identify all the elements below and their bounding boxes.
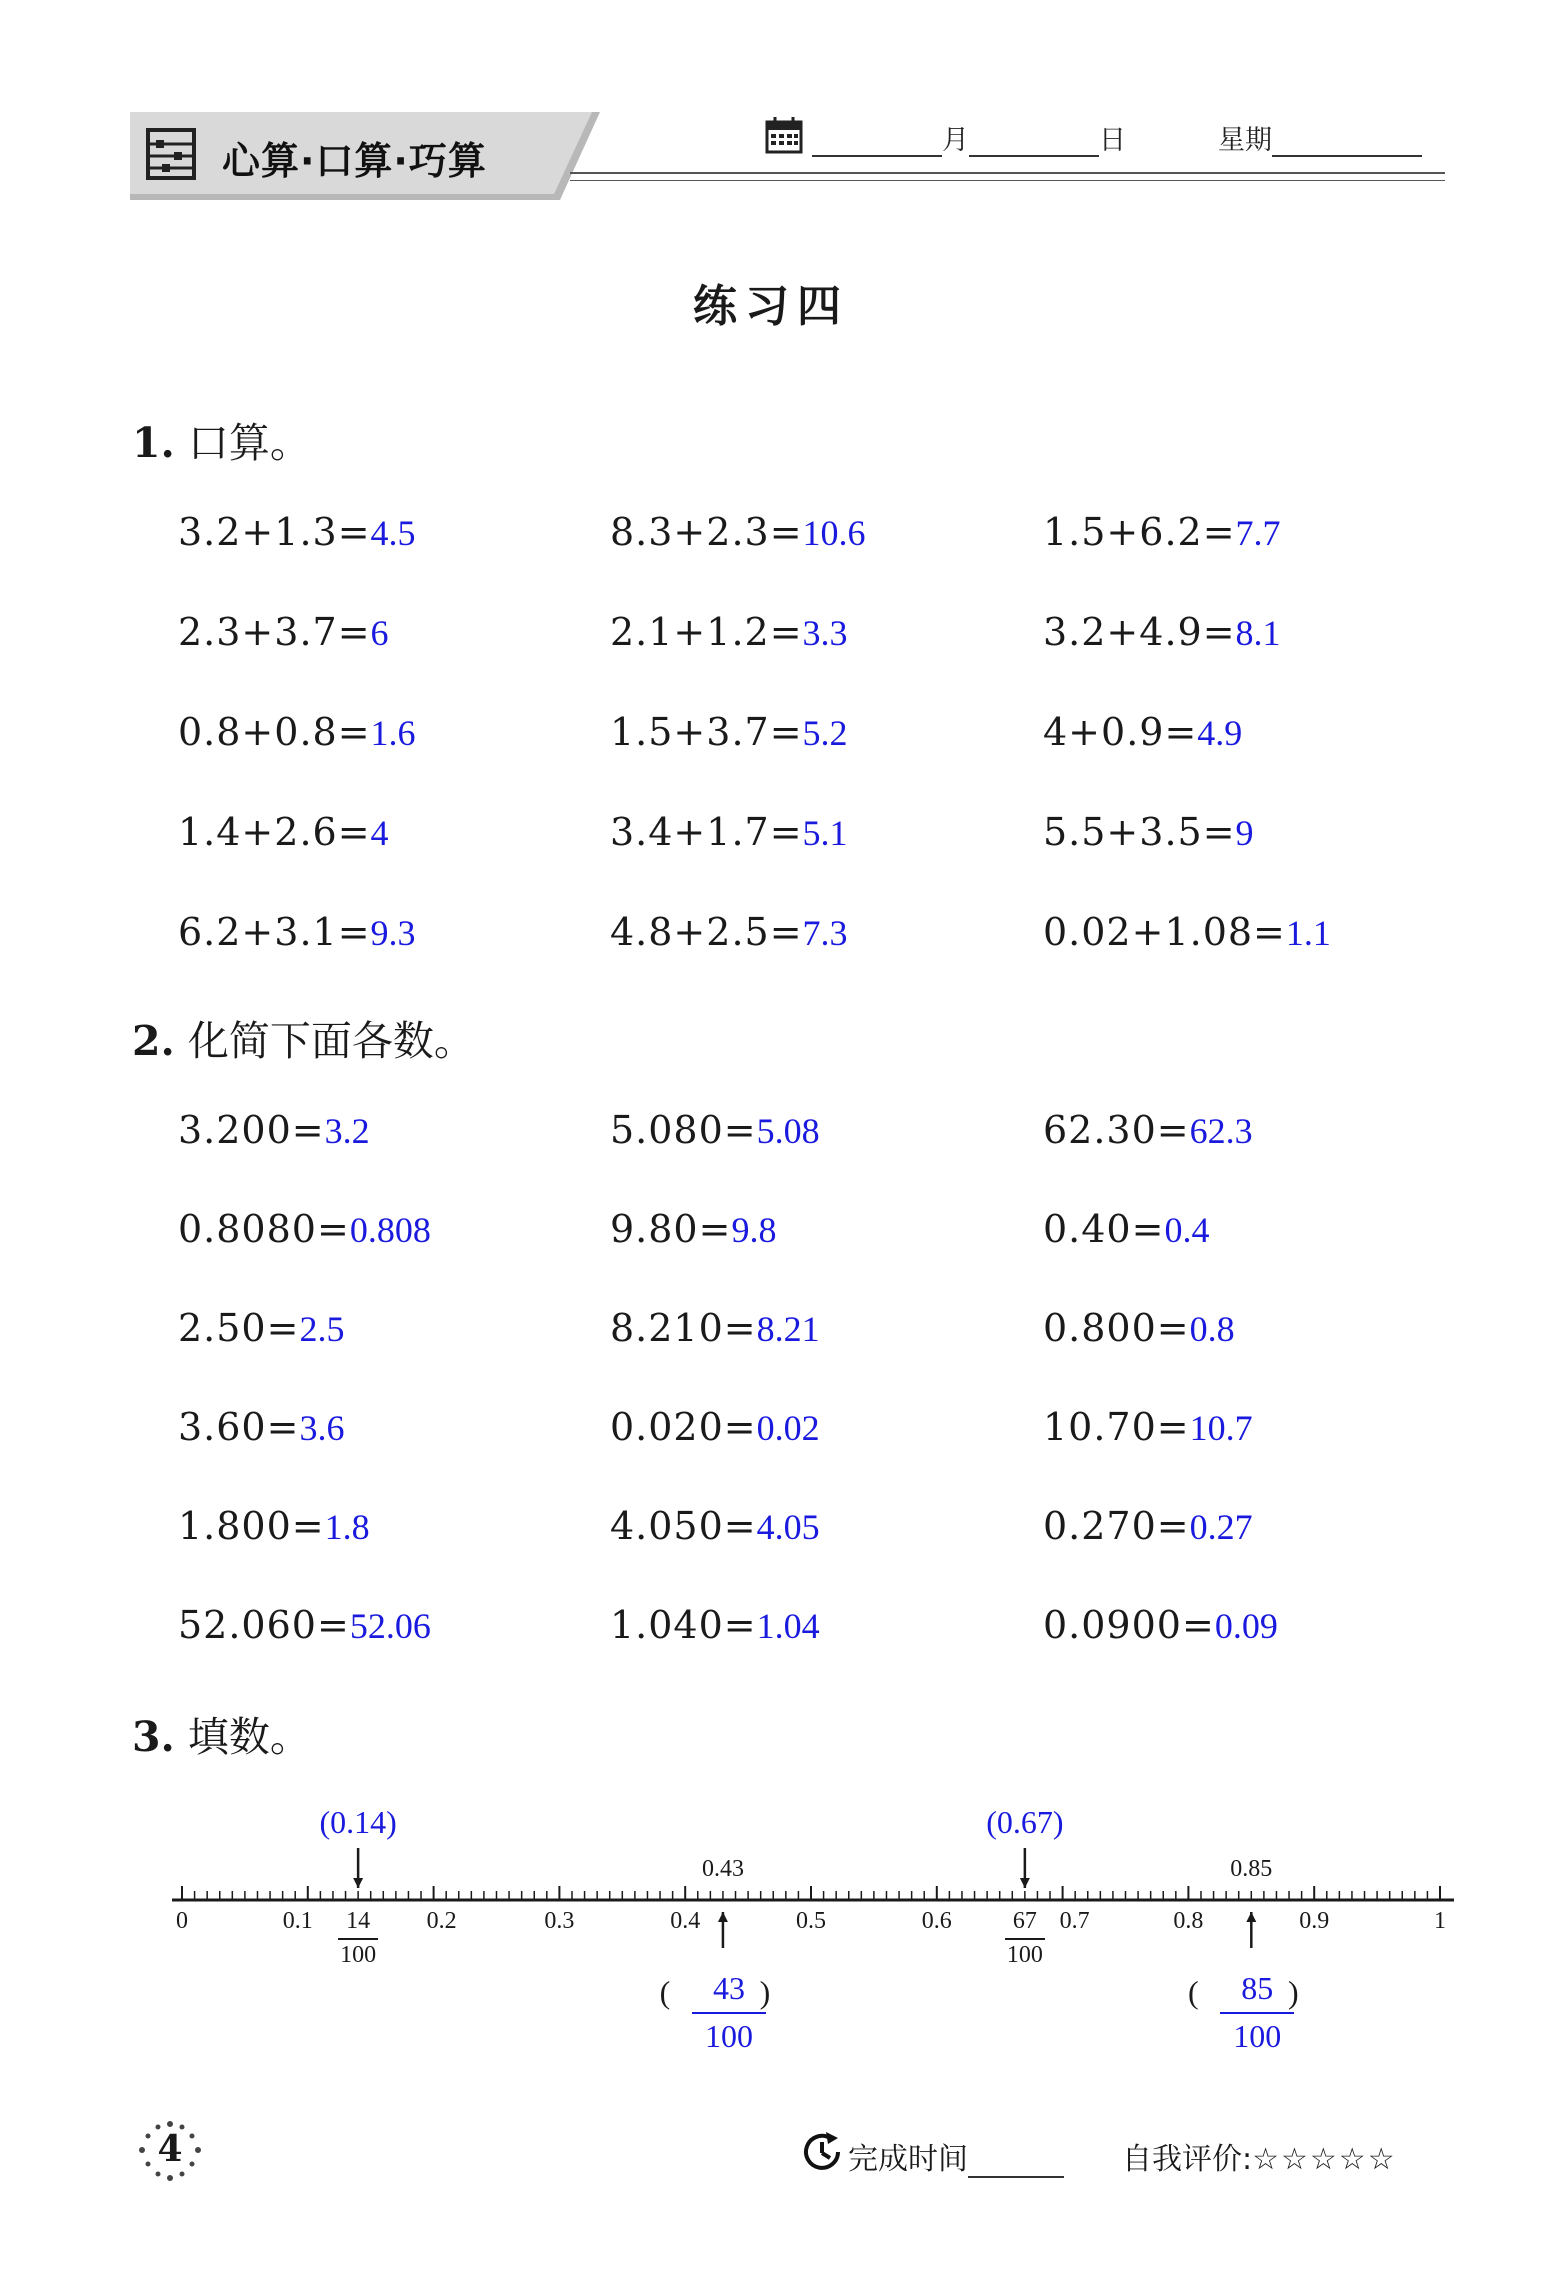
day-label: 日 — [1099, 125, 1126, 156]
simplify-question: 3.200= — [178, 1108, 325, 1152]
oral-calc-answer[interactable]: 8.1 — [1235, 613, 1281, 653]
simplify-question: 52.060= — [178, 1603, 350, 1647]
time-blank[interactable] — [968, 2148, 1064, 2178]
oral-calc-answer[interactable]: 1.6 — [370, 713, 416, 753]
simplify-answer[interactable]: 0.808 — [349, 1210, 431, 1250]
answer-numerator[interactable]: 85 — [1241, 1970, 1274, 2006]
weekday-label: 星期 — [1218, 125, 1272, 156]
simplify-answer[interactable]: 62.3 — [1189, 1111, 1253, 1151]
axis-label: 0.8 — [1173, 1908, 1204, 1934]
oral-calc-question: 8.3+2.3= — [610, 510, 803, 554]
oral-calc-answer[interactable]: 4 — [370, 813, 389, 853]
oral-calc-question: 2.3+3.7= — [178, 610, 371, 654]
oral-calc-answer[interactable]: 3.3 — [802, 613, 848, 653]
axis-label: 0.1 — [282, 1908, 313, 1934]
oral-calc-answer[interactable]: 5.2 — [802, 713, 848, 753]
simplify-question: 10.70= — [1043, 1405, 1190, 1449]
marker-answer[interactable]: (0.67) — [986, 1804, 1064, 1840]
simplify-question: 4.050= — [610, 1504, 757, 1548]
answer-fraction-bar — [692, 2012, 766, 2014]
paren-close: ) — [759, 1974, 771, 2010]
fraction-bar — [1005, 1938, 1045, 1940]
section1-number: 1. — [132, 419, 175, 467]
simplify-answer[interactable]: 1.04 — [756, 1606, 820, 1646]
answer-denominator[interactable]: 100 — [704, 2018, 753, 2054]
axis-label: 0.9 — [1299, 1908, 1330, 1934]
simplify-question: 8.210= — [610, 1306, 757, 1350]
simplify-question: 3.60= — [178, 1405, 300, 1449]
axis-label: 0 — [176, 1908, 188, 1934]
simplify-answer[interactable]: 0.02 — [756, 1408, 820, 1448]
paren-open: ( — [1187, 1974, 1199, 2010]
fraction-denominator: 100 — [1006, 1942, 1043, 1968]
axis-label: 1 — [1434, 1908, 1446, 1934]
section3-label: 填数。 — [187, 1713, 311, 1761]
marker-decimal: 0.43 — [701, 1856, 744, 1882]
month-label: 月 — [942, 125, 969, 156]
simplify-question: 0.020= — [610, 1405, 757, 1449]
simplify-answer[interactable]: 0.8 — [1189, 1309, 1235, 1349]
oral-calc-question: 4.8+2.5= — [610, 910, 803, 954]
section1-label: 口算。 — [187, 419, 311, 467]
simplify-answer[interactable]: 4.05 — [756, 1507, 820, 1547]
simplify-answer[interactable]: 5.08 — [756, 1111, 820, 1151]
simplify-question: 0.8080= — [178, 1207, 350, 1251]
fraction-denominator: 100 — [340, 1942, 377, 1968]
down-arrow — [1020, 1848, 1030, 1888]
simplify-answer[interactable]: 10.7 — [1189, 1408, 1253, 1448]
banner-title: 心算·口算·巧算 — [222, 139, 487, 183]
oral-calc-question: 1.5+6.2= — [1043, 510, 1236, 554]
simplify-question: 0.0900= — [1043, 1603, 1215, 1647]
marker-answer[interactable]: (0.14) — [319, 1804, 397, 1840]
down-arrow — [353, 1848, 363, 1888]
simplify-question: 5.080= — [610, 1108, 757, 1152]
time-label: 完成时间 — [848, 2142, 968, 2177]
oral-calc-question: 5.5+3.5= — [1043, 810, 1236, 854]
simplify-answer[interactable]: 8.21 — [756, 1309, 820, 1349]
clock-icon — [800, 2130, 844, 2174]
oral-calc-answer[interactable]: 9.3 — [370, 913, 416, 953]
simplify-answer[interactable]: 9.8 — [731, 1210, 777, 1250]
oral-calc-answer[interactable]: 1.1 — [1285, 913, 1331, 953]
paren-close: ) — [1287, 1974, 1299, 2010]
simplify-answer[interactable]: 3.6 — [299, 1408, 345, 1448]
axis-label: 0.5 — [796, 1908, 826, 1934]
oral-calc-answer[interactable]: 7.3 — [802, 913, 848, 953]
axis-label: 0.4 — [670, 1908, 701, 1934]
simplify-question: 62.30= — [1043, 1108, 1190, 1152]
oral-calc-question: 6.2+3.1= — [178, 910, 371, 954]
oral-calc-question: 3.2+4.9= — [1043, 610, 1236, 654]
simplify-question: 1.800= — [178, 1504, 325, 1548]
fraction-numerator: 67 — [1012, 1908, 1037, 1934]
oral-calc-answer[interactable]: 7.7 — [1235, 513, 1281, 553]
oral-calc-answer[interactable]: 10.6 — [802, 513, 866, 553]
simplify-question: 9.80= — [610, 1207, 732, 1251]
fraction-numerator: 14 — [346, 1908, 371, 1934]
oral-calc-answer[interactable]: 6 — [370, 613, 389, 653]
oral-calc-question: 1.5+3.7= — [610, 710, 803, 754]
oral-calc-question: 3.4+1.7= — [610, 810, 803, 854]
section2-label: 化简下面各数。 — [187, 1017, 475, 1065]
rating-stars[interactable]: ☆☆☆☆☆ — [1252, 2142, 1397, 2177]
page-number: 4 — [157, 2128, 183, 2170]
answer-numerator[interactable]: 43 — [712, 1970, 745, 2006]
time-field — [848, 2134, 1064, 2178]
oral-calc-answer[interactable]: 4.5 — [370, 513, 416, 553]
simplify-answer[interactable]: 0.4 — [1164, 1210, 1210, 1250]
section3-number: 3. — [132, 1713, 175, 1761]
simplify-answer[interactable]: 0.09 — [1214, 1606, 1278, 1646]
simplify-question: 2.50= — [178, 1306, 300, 1350]
section2-number: 2. — [132, 1017, 175, 1065]
axis-label: 0.7 — [1059, 1908, 1090, 1934]
self-rating — [1122, 2134, 1397, 2178]
oral-calc-question: 1.4+2.6= — [178, 810, 371, 854]
simplify-answer[interactable]: 3.2 — [324, 1111, 370, 1151]
axis-label: 0.2 — [426, 1908, 457, 1934]
simplify-question: 0.800= — [1043, 1306, 1190, 1350]
axis-label: 0.6 — [921, 1908, 952, 1934]
page-title: 练习四 — [693, 281, 849, 332]
oral-calc-answer[interactable]: 9 — [1235, 813, 1254, 853]
oral-calc-answer[interactable]: 5.1 — [802, 813, 848, 853]
simplify-question: 1.040= — [610, 1603, 757, 1647]
oral-calc-question: 0.8+0.8= — [178, 710, 371, 754]
answer-denominator[interactable]: 100 — [1233, 2018, 1282, 2054]
fraction-bar — [338, 1938, 378, 1940]
oral-calc-question: 0.02+1.08= — [1043, 910, 1286, 954]
simplify-question: 0.270= — [1043, 1504, 1190, 1548]
marker-decimal: 0.85 — [1230, 1856, 1273, 1882]
simplify-answer[interactable]: 1.8 — [324, 1507, 370, 1547]
axis-label: 0.3 — [544, 1908, 575, 1934]
oral-calc-answer[interactable]: 4.9 — [1197, 713, 1243, 753]
simplify-answer[interactable]: 52.06 — [349, 1606, 431, 1646]
oral-calc-question: 4+0.9= — [1043, 710, 1198, 754]
simplify-answer[interactable]: 2.5 — [299, 1309, 345, 1349]
rating-label: 自我评价: — [1122, 2142, 1253, 2177]
answer-fraction-bar — [1220, 2012, 1294, 2014]
simplify-answer[interactable]: 0.27 — [1189, 1507, 1253, 1547]
oral-calc-question: 2.1+1.2= — [610, 610, 803, 654]
oral-calc-question: 3.2+1.3= — [178, 510, 371, 554]
simplify-question: 0.40= — [1043, 1207, 1165, 1251]
paren-open: ( — [659, 1974, 671, 2010]
